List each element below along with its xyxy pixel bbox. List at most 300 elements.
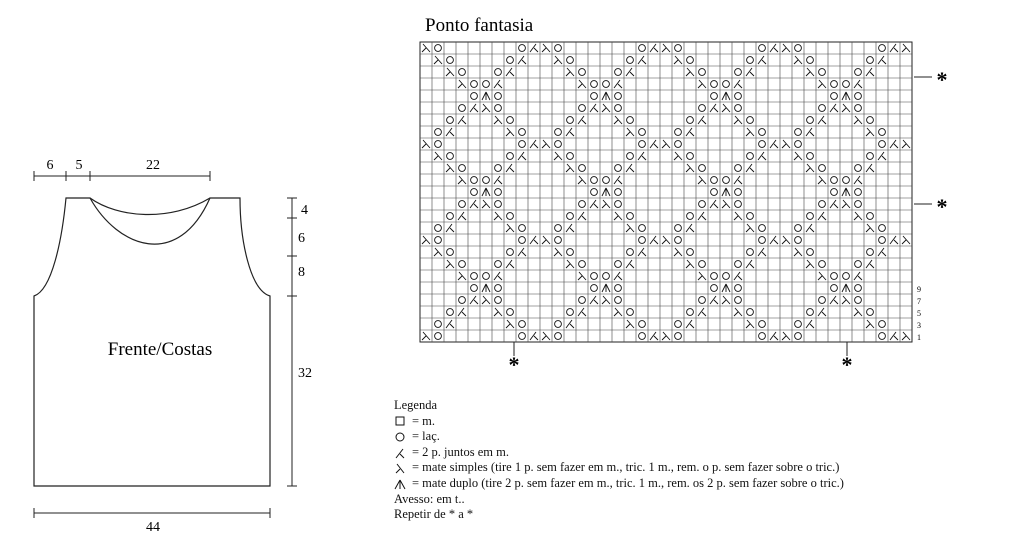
legend-item-ssk: [394, 460, 844, 476]
yarn-over-mark: [519, 321, 526, 328]
k2tog-mark: [614, 272, 622, 280]
yarn-over-mark: [615, 285, 622, 292]
yarn-over-mark: [471, 177, 478, 184]
yarn-over-mark: [567, 57, 574, 64]
yarn-over-mark: [507, 57, 514, 64]
yarn-over-mark: [843, 81, 850, 88]
k2tog-mark: [770, 332, 778, 340]
yarn-over-mark: [687, 309, 694, 316]
k2tog-mark: [518, 56, 526, 64]
k2tog-mark: [494, 176, 502, 184]
yarn-over-mark: [567, 249, 574, 256]
yarn-over-mark: [867, 249, 874, 256]
yarn-over-mark: [519, 333, 526, 340]
k2tog-mark: [686, 224, 694, 232]
ssk-mark: [722, 200, 730, 208]
k2tog-mark: [698, 212, 706, 220]
k2tog-icon: [394, 447, 410, 459]
k2tog-mark: [578, 212, 586, 220]
yarn-over-mark: [555, 333, 562, 340]
k2tog-mark: [530, 44, 538, 52]
k2tog-mark: [506, 68, 514, 76]
yarn-over-mark: [711, 81, 718, 88]
k2tog-mark: [446, 128, 454, 136]
k2tog-mark: [854, 272, 862, 280]
ssk-mark: [626, 128, 634, 136]
yarn-over-mark: [867, 117, 874, 124]
sk2p-mark: [722, 188, 730, 196]
repeat-star-right-bottom: *: [936, 194, 948, 219]
yarn-over-mark: [879, 237, 886, 244]
yarn-over-mark: [831, 189, 838, 196]
yarn-over-mark: [555, 45, 562, 52]
yarn-over-mark: [675, 129, 682, 136]
k2tog-mark: [770, 44, 778, 52]
ssk-mark: [482, 200, 490, 208]
yarn-over-mark: [747, 213, 754, 220]
yarn-over-mark: [687, 117, 694, 124]
yarn-over-mark: [819, 261, 826, 268]
yarn-over-mark: [459, 165, 466, 172]
yarn-over-mark: [747, 117, 754, 124]
legend-item-knit: [394, 414, 844, 430]
ssk-mark: [686, 68, 694, 76]
yarn-over-mark: [471, 93, 478, 100]
k2tog-mark: [734, 80, 742, 88]
yarn-over-mark: [579, 201, 586, 208]
yarn-over-mark: [867, 213, 874, 220]
yarn-over-mark: [855, 189, 862, 196]
yarn-over-mark: [495, 69, 502, 76]
ssk-mark: [842, 200, 850, 208]
row-number-9: 9: [917, 285, 921, 294]
k2tog-mark: [890, 140, 898, 148]
k2tog-mark: [578, 116, 586, 124]
yarn-over-mark: [447, 249, 454, 256]
k2tog-mark: [698, 308, 706, 316]
yarn-over-mark: [711, 273, 718, 280]
legend-item-text: = mate simples (tire 1 p. sem fazer em m., tric. 1 m., rem. o p. sem fazer sobre o tric.): [412, 460, 840, 475]
yarn-over-mark: [627, 309, 634, 316]
ssk-mark: [482, 296, 490, 304]
ssk-mark: [662, 236, 670, 244]
k2tog-mark: [890, 44, 898, 52]
yarn-over-mark: [591, 189, 598, 196]
yarn-over-mark: [759, 321, 766, 328]
yarn-over-mark: [495, 297, 502, 304]
k2tog-mark: [518, 248, 526, 256]
yarn-over-mark: [807, 153, 814, 160]
ssk-mark: [578, 80, 586, 88]
yarn-over-mark: [687, 153, 694, 160]
yarn-over-mark: [831, 93, 838, 100]
k2tog-mark: [686, 320, 694, 328]
k2tog-mark: [446, 320, 454, 328]
k2tog-mark: [626, 68, 634, 76]
yarn-over-mark: [807, 213, 814, 220]
k2tog-mark: [458, 308, 466, 316]
ssk-mark: [566, 164, 574, 172]
yarn-over-mark: [435, 225, 442, 232]
ssk-mark: [818, 176, 826, 184]
sk2p-mark: [482, 188, 490, 196]
ssk-mark: [446, 260, 454, 268]
yarn-over-mark: [615, 105, 622, 112]
ssk-mark: [446, 68, 454, 76]
yarn-over-mark: [495, 189, 502, 196]
k2tog-mark: [698, 116, 706, 124]
ssk-mark: [602, 104, 610, 112]
k2tog-mark: [458, 116, 466, 124]
ssk-mark: [482, 104, 490, 112]
k2tog-mark: [746, 164, 754, 172]
yarn-over-mark: [795, 141, 802, 148]
k2tog-mark: [746, 68, 754, 76]
yarn-over-mark: [675, 333, 682, 340]
sk2p-mark: [842, 284, 850, 292]
yarn-over-mark: [591, 285, 598, 292]
sk2p-mark: [482, 92, 490, 100]
k2tog-mark: [710, 104, 718, 112]
k2tog-mark: [506, 164, 514, 172]
k2tog-mark: [458, 212, 466, 220]
ssk-mark: [422, 44, 430, 52]
yarn-over-mark: [675, 225, 682, 232]
yarn-over-mark: [615, 165, 622, 172]
ssk-mark: [578, 176, 586, 184]
yarn-over-mark: [879, 333, 886, 340]
yarn-over-mark: [711, 93, 718, 100]
k2tog-mark: [650, 236, 658, 244]
yarn-over-mark: [507, 309, 514, 316]
ssk-mark: [782, 236, 790, 244]
square-icon: [394, 415, 410, 427]
ssk-mark: [422, 140, 430, 148]
yarn-over-mark: [603, 81, 610, 88]
ssk-mark: [794, 152, 802, 160]
yarn-over-mark: [687, 213, 694, 220]
ssk-mark: [782, 140, 790, 148]
ssk-mark: [662, 332, 670, 340]
yarn-over-mark: [507, 249, 514, 256]
ssk-mark: [854, 116, 862, 124]
k2tog-mark: [890, 236, 898, 244]
k2tog-mark: [638, 152, 646, 160]
row-number-7: 7: [917, 297, 921, 306]
yarn-over-mark: [615, 261, 622, 268]
stitch-chart-grid: [420, 42, 912, 342]
dim-right-3: 8: [298, 265, 305, 280]
legend-item-k2tog: [394, 445, 844, 461]
yarn-over-mark: [483, 273, 490, 280]
ssk-mark: [566, 68, 574, 76]
k2tog-mark: [830, 296, 838, 304]
ssk-mark: [734, 212, 742, 220]
yarn-over-mark: [555, 225, 562, 232]
ssk-mark: [902, 236, 910, 244]
k2tog-mark: [758, 56, 766, 64]
yarn-over-mark: [735, 261, 742, 268]
yarn-over-mark: [747, 309, 754, 316]
yarn-over-mark: [471, 285, 478, 292]
yarn-over-mark: [795, 237, 802, 244]
yarn-over-mark: [615, 201, 622, 208]
yarn-over-mark: [555, 141, 562, 148]
yarn-over-mark: [483, 177, 490, 184]
ssk-mark: [818, 272, 826, 280]
k2tog-mark: [494, 80, 502, 88]
stitch-chart-symbols: [422, 44, 910, 340]
yarn-over-mark: [579, 297, 586, 304]
yarn-over-mark: [855, 105, 862, 112]
ssk-mark: [566, 260, 574, 268]
k2tog-mark: [626, 164, 634, 172]
ssk-mark: [542, 332, 550, 340]
yarn-over-mark: [699, 105, 706, 112]
ssk-mark: [434, 248, 442, 256]
ssk-mark: [542, 44, 550, 52]
k2tog-mark: [770, 236, 778, 244]
yarn-over-mark: [675, 45, 682, 52]
legend: [394, 398, 844, 523]
k2tog-mark: [806, 128, 814, 136]
k2tog-mark: [758, 248, 766, 256]
yarn-over-mark: [735, 165, 742, 172]
ssk-mark: [422, 236, 430, 244]
yarn-over-mark: [675, 321, 682, 328]
ssk-mark: [722, 104, 730, 112]
yarn-over-mark: [735, 105, 742, 112]
sk2p-mark: [722, 92, 730, 100]
yarn-over-mark: [699, 297, 706, 304]
k2tog-mark: [590, 200, 598, 208]
yarn-over-mark: [699, 201, 706, 208]
ssk-mark: [446, 164, 454, 172]
k2tog-mark: [746, 260, 754, 268]
yarn-over-mark: [567, 117, 574, 124]
yarn-over-mark: [831, 273, 838, 280]
yarn-over-mark: [795, 45, 802, 52]
sk2p-mark: [602, 92, 610, 100]
k2tog-mark: [710, 200, 718, 208]
yarn-over-mark: [627, 57, 634, 64]
repeat-star-bottom-left: *: [508, 352, 520, 377]
yarn-over-mark: [591, 93, 598, 100]
yarn-over-mark: [447, 213, 454, 220]
yarn-over-mark: [723, 273, 730, 280]
k2tog-mark: [854, 176, 862, 184]
right-dimension-line: [287, 198, 297, 486]
yarn-over-mark: [831, 177, 838, 184]
yarn-over-mark: [459, 69, 466, 76]
yarn-over-mark: [699, 165, 706, 172]
yarn-over-mark: [519, 225, 526, 232]
k2tog-mark: [578, 308, 586, 316]
yarn-over-mark: [759, 129, 766, 136]
yarn-over-mark: [591, 177, 598, 184]
ssk-mark: [506, 128, 514, 136]
yarn-over-mark: [807, 309, 814, 316]
yarn-over-mark: [855, 93, 862, 100]
ssk-mark: [866, 224, 874, 232]
ssk-mark: [614, 116, 622, 124]
yarn-over-mark: [843, 273, 850, 280]
yarn-over-mark: [819, 201, 826, 208]
repeat-star-bottom-right: *: [841, 352, 853, 377]
ssk-mark: [746, 128, 754, 136]
dim-top-mid: 5: [75, 158, 83, 173]
yarn-over-mark: [855, 165, 862, 172]
yarn-over-mark: [879, 225, 886, 232]
sk2p-mark: [482, 284, 490, 292]
yarn-over-mark: [627, 213, 634, 220]
yarn-over-mark: [855, 201, 862, 208]
k2tog-mark: [566, 128, 574, 136]
k2tog-mark: [878, 248, 886, 256]
ssk-mark: [422, 332, 430, 340]
yarn-over-mark: [579, 105, 586, 112]
yarn-over-mark: [819, 165, 826, 172]
yarn-over-mark: [843, 177, 850, 184]
yarn-over-mark: [483, 81, 490, 88]
yarn-over-mark: [435, 129, 442, 136]
legend-item-text: = laç.: [412, 429, 440, 444]
ssk-mark: [854, 308, 862, 316]
yarn-over-mark: [747, 153, 754, 160]
yarn-over-mark: [591, 81, 598, 88]
ssk-mark: [674, 248, 682, 256]
k2tog-mark: [818, 116, 826, 124]
yarn-over-mark: [567, 153, 574, 160]
row-number-5: 5: [917, 309, 921, 318]
yarn-over-mark: [447, 117, 454, 124]
yarn-over-mark: [855, 297, 862, 304]
legend-item-text: = mate duplo (tire 2 p. sem fazer em m., tric. 1 m., rem. os 2 p. sem fazer sobre o tric.): [412, 475, 844, 490]
yarn-over-mark: [723, 81, 730, 88]
k2tog-mark: [866, 260, 874, 268]
yarn-over-mark: [795, 321, 802, 328]
k2tog-mark: [590, 296, 598, 304]
ssk-mark: [842, 104, 850, 112]
dim-right-4: 32: [298, 366, 312, 381]
k2tog-mark: [446, 224, 454, 232]
k2tog-mark: [650, 140, 658, 148]
yarn-over-mark: [867, 309, 874, 316]
sk2p-mark: [842, 92, 850, 100]
ssk-mark: [782, 332, 790, 340]
k2tog-mark: [470, 104, 478, 112]
ssk-mark: [698, 176, 706, 184]
yarn-over-mark: [807, 117, 814, 124]
yarn-over-mark: [687, 57, 694, 64]
dim-top-left: 6: [46, 158, 54, 173]
yarn-over-mark: [567, 309, 574, 316]
legend-repeat: Repetir de * a *: [394, 507, 474, 522]
k2tog-mark: [470, 200, 478, 208]
ssk-mark: [506, 320, 514, 328]
ssk-mark: [554, 56, 562, 64]
yarn-over-mark: [591, 273, 598, 280]
yarn-over-mark: [495, 201, 502, 208]
yarn-over-mark: [435, 333, 442, 340]
k2tog-mark: [530, 140, 538, 148]
yarn-over-mark: [723, 177, 730, 184]
ssk-mark: [554, 248, 562, 256]
ssk-mark: [626, 224, 634, 232]
ssk-mark: [794, 248, 802, 256]
ssk-mark: [542, 236, 550, 244]
ssk-mark: [494, 116, 502, 124]
k2tog-mark: [854, 80, 862, 88]
yarn-over-mark: [519, 141, 526, 148]
ssk-mark: [902, 332, 910, 340]
repeat-markers: [514, 77, 932, 356]
yarn-over-mark: [759, 225, 766, 232]
yarn-over-mark: [495, 285, 502, 292]
yarn-over-mark: [507, 213, 514, 220]
yarn-over-mark: [855, 285, 862, 292]
k2tog-mark: [566, 224, 574, 232]
dim-right-2: 6: [298, 231, 305, 246]
k2tog-mark: [758, 152, 766, 160]
yarn-over-mark: [711, 189, 718, 196]
ssk-mark: [734, 116, 742, 124]
yarn-over-mark: [459, 105, 466, 112]
yarn-over-mark: [471, 189, 478, 196]
yarn-over-mark: [507, 153, 514, 160]
yarn-over-mark: [579, 165, 586, 172]
k2tog-mark: [626, 260, 634, 268]
yarn-over-mark: [471, 273, 478, 280]
yarn-over-mark: [447, 309, 454, 316]
ssk-mark: [818, 80, 826, 88]
yarn-over-mark: [447, 153, 454, 160]
yarn-over-mark: [495, 93, 502, 100]
legend-item-yarn-over: [394, 429, 844, 445]
ssk-mark: [842, 296, 850, 304]
ssk-mark: [722, 296, 730, 304]
row-number-3: 3: [917, 321, 921, 330]
ssk-mark: [458, 272, 466, 280]
yarn-over-mark: [735, 189, 742, 196]
ssk-mark: [746, 224, 754, 232]
k2tog-mark: [734, 272, 742, 280]
yarn-over-mark: [471, 81, 478, 88]
sk2p-mark: [722, 284, 730, 292]
yarn-over-mark: [759, 141, 766, 148]
ssk-mark: [806, 164, 814, 172]
ssk-mark: [782, 44, 790, 52]
yarn-over-mark: [855, 69, 862, 76]
k2tog-mark: [710, 296, 718, 304]
dim-bottom: 44: [146, 520, 160, 535]
yarn-over-mark: [567, 213, 574, 220]
legend-item-sk2p: [394, 476, 844, 492]
yarn-over-mark: [879, 141, 886, 148]
ssk-icon: [394, 462, 410, 474]
yarn-over-mark: [675, 141, 682, 148]
legend-item-text: = m.: [412, 413, 436, 428]
yarn-over-mark: [807, 57, 814, 64]
ssk-mark: [698, 272, 706, 280]
yarn-over-mark: [639, 141, 646, 148]
k2tog-mark: [818, 212, 826, 220]
yarn-over-mark: [759, 237, 766, 244]
ssk-mark: [686, 260, 694, 268]
yarn-over-mark: [879, 321, 886, 328]
row-number-1: 1: [917, 333, 921, 342]
k2tog-mark: [530, 332, 538, 340]
